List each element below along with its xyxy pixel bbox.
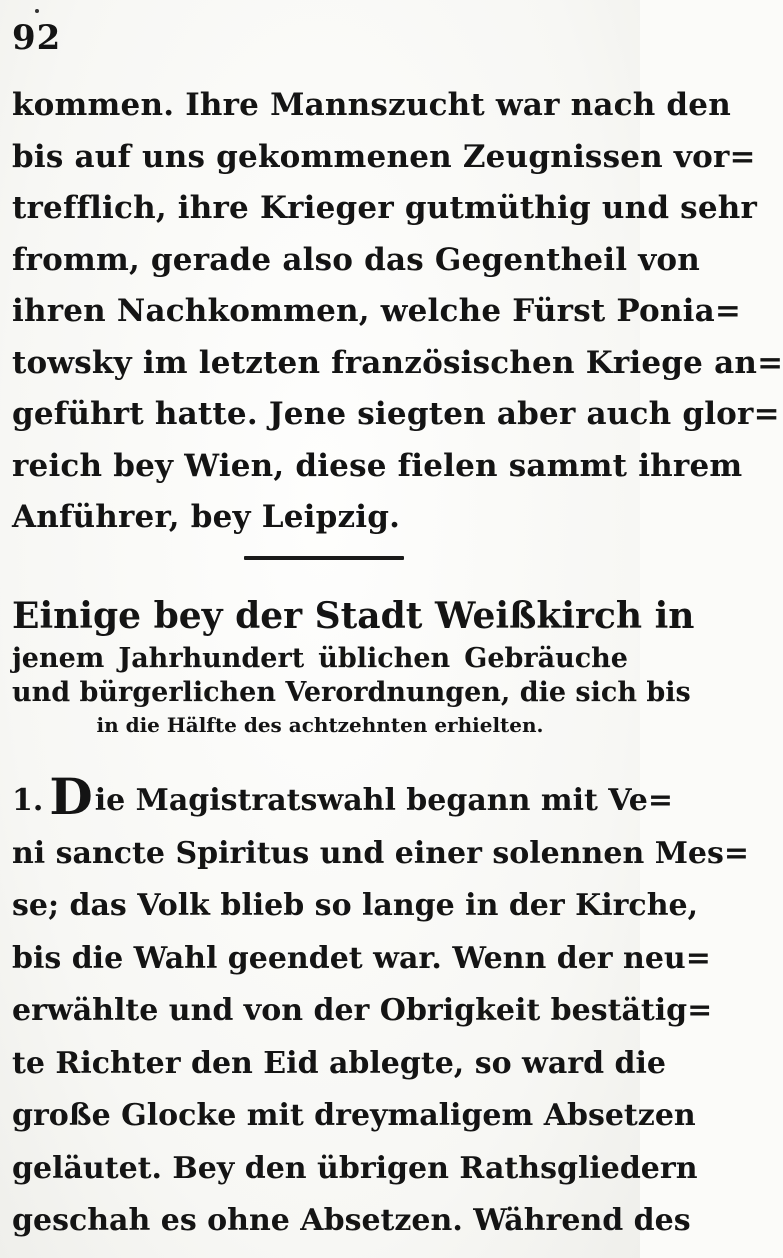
- text-line: erwählte und von der Obrigkeit bestätig=: [12, 993, 713, 1028]
- text-line: se; das Volk blieb so lange in der Kirche,: [12, 888, 699, 923]
- section-heading: [12, 590, 695, 740]
- ink-speck: [35, 9, 39, 13]
- text-line: trefflich, ihre Krieger gutmüthig und sehr: [12, 190, 758, 226]
- text-line: towsky im letzten französischen Kriege an=: [12, 344, 783, 381]
- text-line: fromm, gerade also das Gegentheil von: [12, 241, 701, 278]
- text-line: geführt hatte. Jene siegten aber auch glor=: [12, 396, 780, 432]
- text-line: Anführer, bey Leipzig.: [12, 499, 401, 535]
- text-line: ni sancte Spiritus und einer solennen Mes=: [12, 835, 750, 871]
- heading-line-small: in die Hälfte des achtzehnten erhielten.: [96, 713, 544, 737]
- page-number: 92: [12, 18, 62, 58]
- text-line: reich bey Wien, diese fielen sammt ihrem: [12, 447, 743, 484]
- text-line: bis auf uns gekommenen Zeugnissen vor=: [12, 138, 756, 175]
- section-number: 1.: [12, 783, 44, 818]
- text-line: geschah es ohne Absetzen. Während des: [12, 1203, 691, 1238]
- text-line: te Richter den Eid ablegte, so ward die: [12, 1045, 666, 1081]
- text-line: [12, 767, 674, 828]
- heading-line-main: Einige bey der Stadt Weißkirch in: [12, 595, 695, 637]
- text-line: geläutet. Bey den übrigen Rathsgliedern: [12, 1150, 698, 1186]
- heading-line: und bürgerlichen Verordnungen, die sich bis: [12, 677, 691, 708]
- drop-capital: D: [49, 767, 93, 826]
- text-line: bis die Wahl geendet war. Wenn der neu=: [12, 940, 711, 976]
- text-line: kommen. Ihre Mannszucht war nach den: [12, 87, 731, 123]
- text-line: große Glocke mit dreymaligem Absetzen: [12, 1098, 696, 1133]
- section-divider: [244, 556, 404, 560]
- text-fragment: ie Magistratswahl begann mit Ve=: [94, 783, 674, 818]
- paragraph-continued: [12, 80, 783, 544]
- section-body: [12, 767, 750, 1248]
- text-line: ihren Nachkommen, welche Fürst Ponia=: [12, 293, 742, 329]
- heading-line: jenem Jahrhundert üblichen Gebräuche: [12, 643, 628, 674]
